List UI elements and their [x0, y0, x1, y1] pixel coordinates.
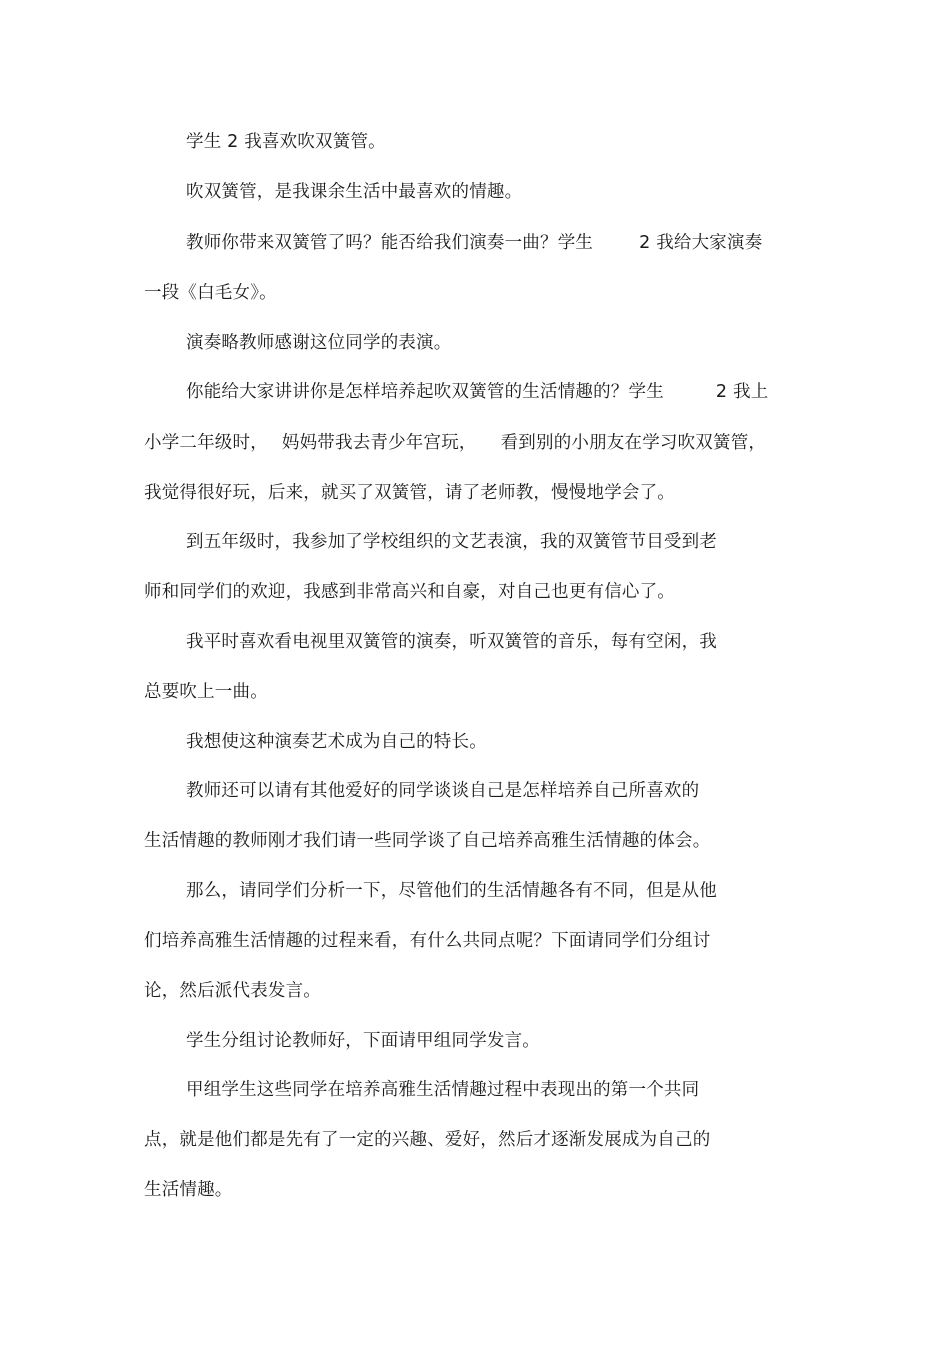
paragraph-line: 到五年级时，我参加了学校组织的文艺表演，我的双簧管节目受到老	[186, 532, 717, 552]
paragraph-line: 一段《白毛女》。	[144, 283, 277, 303]
paragraph-line: 学生 2 我喜欢吹双簧管。	[186, 132, 386, 152]
line-segment: 看到别的小朋友在学习吹双簧管，	[500, 433, 767, 453]
paragraph-line: 师和同学们的欢迎，我感到非常高兴和自豪，对自己也更有信心了。	[144, 582, 675, 602]
paragraph-line: 吹双簧管，是我课余生活中最喜欢的情趣。	[186, 182, 523, 202]
paragraph-line: 点，就是他们都是先有了一定的兴趣、爱好，然后才逐渐发展成为自己的	[144, 1130, 711, 1150]
paragraph-line	[144, 431, 766, 455]
line-segment: 2 我给大家演奏	[639, 233, 763, 253]
paragraph-line: 教师还可以请有其他爱好的同学谈谈自己是怎样培养自己所喜欢的	[186, 781, 700, 801]
paragraph-line	[186, 380, 768, 404]
line-segment: 你能给大家讲讲你是怎样培养起吹双簧管的生活情趣的？学生	[186, 382, 664, 402]
paragraph-line: 我想使这种演奏艺术成为自己的特长。	[186, 732, 487, 752]
paragraph-line: 们培养高雅生活情趣的过程来看，有什么共同点呢？下面请同学们分组讨	[144, 931, 711, 951]
line-segment: 教师你带来双簧管了吗？能否给我们演奏一曲？学生	[186, 233, 594, 253]
paragraph-line: 总要吹上一曲。	[144, 682, 268, 702]
paragraph-line: 生活情趣的教师刚才我们请一些同学谈了自己培养高雅生活情趣的体会。	[144, 831, 711, 851]
line-segment: 妈妈带我去青少年宫玩，	[281, 433, 477, 453]
paragraph-line: 生活情趣。	[144, 1180, 233, 1200]
paragraph-line: 学生分组讨论教师好，下面请甲组同学发言。	[186, 1031, 540, 1051]
paragraph-line: 我平时喜欢看电视里双簧管的演奏，听双簧管的音乐，每有空闲，我	[186, 632, 717, 652]
paragraph-line: 论，然后派代表发言。	[144, 981, 321, 1001]
paragraph-line	[186, 231, 762, 255]
paragraph-line: 那么，请同学们分析一下，尽管他们的生活情趣各有不同，但是从他	[186, 881, 717, 901]
line-segment: 2 我上	[715, 382, 769, 402]
paragraph-line: 我觉得很好玩，后来，就买了双簧管，请了老师教，慢慢地学会了。	[144, 483, 675, 503]
paragraph-line: 演奏略教师感谢这位同学的表演。	[186, 333, 452, 353]
paragraph-line: 甲组学生这些同学在培养高雅生活情趣过程中表现出的第一个共同	[186, 1080, 700, 1100]
line-segment: 小学二年级时，	[144, 433, 268, 453]
